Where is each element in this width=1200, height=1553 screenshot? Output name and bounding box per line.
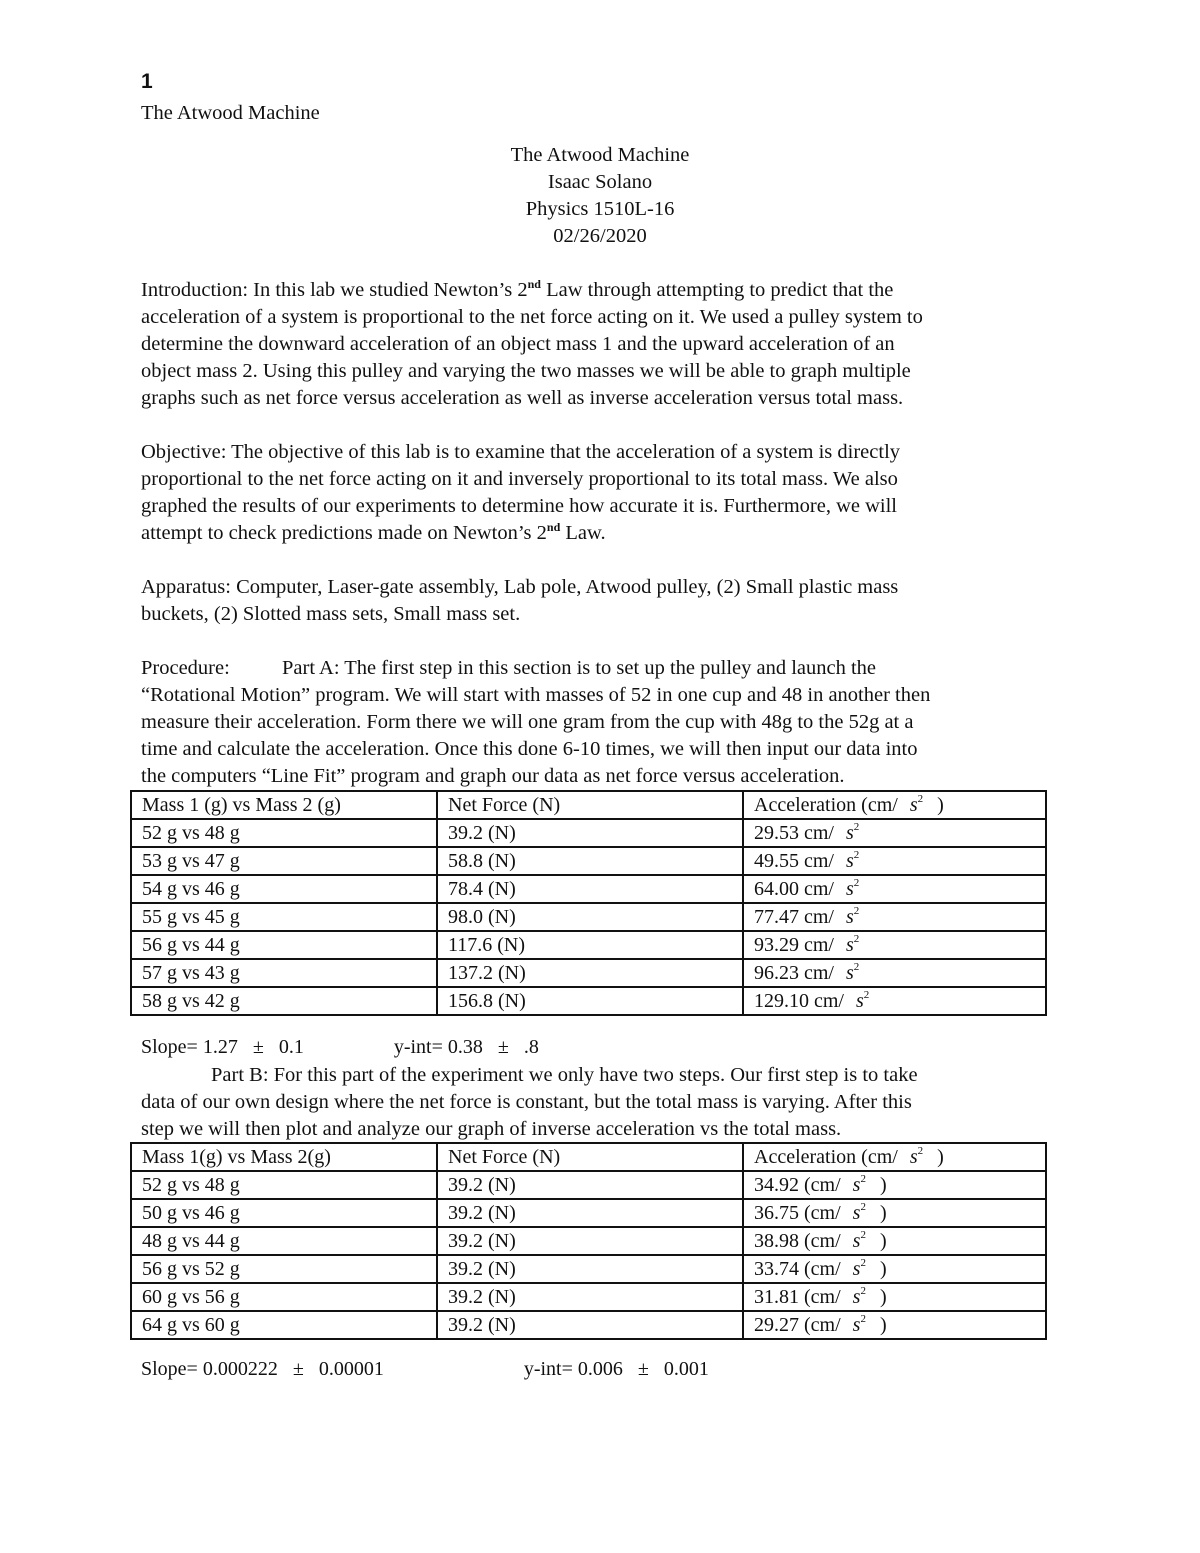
table-cell: 48 g vs 44 g bbox=[131, 1227, 437, 1255]
table-row bbox=[131, 987, 1046, 1015]
column-header: Net Force (N) bbox=[437, 1143, 743, 1171]
table-cell: 50 g vs 46 g bbox=[131, 1199, 437, 1227]
table-cell: 98.0 (N) bbox=[437, 903, 743, 931]
objective-paragraph: Objective: The objective of this lab is to examine that the acceleration of a system is directly proportional to the net force acting on it and inversely proportional to its total mass. We also graphed the results of our experiments to determine how accurate it is. Furthermore, we will attempt to check predictions made on Newton’s 2nd Law. bbox=[141, 441, 901, 544]
part-b-data-table bbox=[130, 1142, 1047, 1340]
table-cell: 57 g vs 43 g bbox=[131, 959, 437, 987]
table-row bbox=[131, 931, 1046, 959]
table-header-row bbox=[131, 791, 1046, 819]
introduction-paragraph: Introduction: In this lab we studied Newton’s 2nd Law through attempting to predict that the acceleration of a system is proportional to the net force acting on it. We used a pulley system to determine the downward acceleration of an object mass 1 and the upward acceleration of an object mass 2. Using this pulley and varying the two masses we will be able to graph multiple graphs such as net force versus acceleration as well as inverse acceleration versus total mass. bbox=[141, 277, 923, 409]
table-cell: 38.98 (cm/ $s^2$ ) bbox=[743, 1227, 1046, 1255]
table-cell: 53 g vs 47 g bbox=[131, 847, 437, 875]
running-header: The Atwood Machine bbox=[141, 102, 320, 124]
column-header: Mass 1(g) vs Mass 2(g) bbox=[131, 1143, 437, 1171]
table-cell: 64.00 cm/ $s^2$ bbox=[743, 875, 1046, 903]
table-row bbox=[131, 819, 1046, 847]
table-cell: 39.2 (N) bbox=[437, 1171, 743, 1199]
table-cell: 58 g vs 42 g bbox=[131, 987, 437, 1015]
unit-s-squared: $s^2$ bbox=[852, 1313, 866, 1336]
apparatus-paragraph: Apparatus: Computer, Laser-gate assembly, Lab pole, Atwood pulley, (2) Small plastic mass buckets, (2) Slotted mass sets, Small mass set. bbox=[141, 576, 899, 625]
table-cell: 29.53 cm/ $s^2$ bbox=[743, 819, 1046, 847]
unit-s-squared: $s^2$ bbox=[852, 1201, 866, 1224]
part-b-fit-results: Slope= 0.000222 ± 0.00001 y-int= 0.006 ± 0.001 bbox=[141, 1358, 709, 1380]
table-cell: 156.8 (N) bbox=[437, 987, 743, 1015]
column-header: Net Force (N) bbox=[437, 791, 743, 819]
unit-s-squared: $s^2$ bbox=[852, 1285, 866, 1308]
table-row bbox=[131, 903, 1046, 931]
table-cell: 55 g vs 45 g bbox=[131, 903, 437, 931]
table-row bbox=[131, 875, 1046, 903]
date: 02/26/2020 bbox=[553, 225, 647, 247]
table-row bbox=[131, 1283, 1046, 1311]
table-cell: 33.74 (cm/ $s^2$ ) bbox=[743, 1255, 1046, 1283]
author: Isaac Solano bbox=[547, 171, 653, 193]
table-cell: 39.2 (N) bbox=[437, 1199, 743, 1227]
table-cell: 56 g vs 44 g bbox=[131, 931, 437, 959]
column-header: Acceleration (cm/ $s^2$ ) bbox=[743, 791, 1046, 819]
table-cell: 60 g vs 56 g bbox=[131, 1283, 437, 1311]
table-cell: 117.6 (N) bbox=[437, 931, 743, 959]
table-row bbox=[131, 1227, 1046, 1255]
table-cell: 36.75 (cm/ $s^2$ ) bbox=[743, 1199, 1046, 1227]
table-cell: 39.2 (N) bbox=[437, 1283, 743, 1311]
table-cell: 129.10 cm/ $s^2$ bbox=[743, 987, 1046, 1015]
table-cell: 77.47 cm/ $s^2$ bbox=[743, 903, 1046, 931]
table-cell: 49.55 cm/ $s^2$ bbox=[743, 847, 1046, 875]
table-cell: 34.92 (cm/ $s^2$ ) bbox=[743, 1171, 1046, 1199]
table-cell: 96.23 cm/ $s^2$ bbox=[743, 959, 1046, 987]
table-cell: 54 g vs 46 g bbox=[131, 875, 437, 903]
unit-s-squared: $s^2$ bbox=[846, 877, 860, 900]
unit-s-squared: $s^2$ bbox=[846, 849, 860, 872]
table-row bbox=[131, 1255, 1046, 1283]
page-number: 1 bbox=[141, 70, 153, 93]
table-cell: 39.2 (N) bbox=[437, 1255, 743, 1283]
table-cell: 52 g vs 48 g bbox=[131, 1171, 437, 1199]
unit-s-squared: $s^2$ bbox=[846, 821, 860, 844]
table-cell: 137.2 (N) bbox=[437, 959, 743, 987]
table-cell: 56 g vs 52 g bbox=[131, 1255, 437, 1283]
table-cell: 39.2 (N) bbox=[437, 819, 743, 847]
procedure-paragraph: Procedure: Part A: The first step in this section is to set up the pulley and launch the “Rotational Motion” program. We will start with masses of 52 in one cup and 48 in another then measure their acceleration. Form there we will one gram from the cup with 48g to the 52g at a time and calculate the acceleration. Once this done 6-10 times, we will then input our data into the computers “Line Fit” program and graph our data as net force versus acceleration. bbox=[141, 657, 931, 787]
column-header: Mass 1 (g) vs Mass 2 (g) bbox=[131, 791, 437, 819]
unit-s-squared: $s^2$ bbox=[846, 933, 860, 956]
title: The Atwood Machine bbox=[510, 144, 690, 166]
table-cell: 31.81 (cm/ $s^2$ ) bbox=[743, 1283, 1046, 1311]
part-a-data-table bbox=[130, 790, 1047, 1016]
table-cell: 93.29 cm/ $s^2$ bbox=[743, 931, 1046, 959]
table-row bbox=[131, 1311, 1046, 1339]
unit-s-squared: $s^2$ bbox=[852, 1257, 866, 1280]
part-a-fit-results: Slope= 1.27 ± 0.1 y-int= 0.38 ± .8 bbox=[141, 1036, 539, 1058]
unit-s-squared: $s^2$ bbox=[852, 1173, 866, 1196]
table-cell: 64 g vs 60 g bbox=[131, 1311, 437, 1339]
unit-s-squared: $s^2$ bbox=[909, 1145, 924, 1168]
table-cell: 39.2 (N) bbox=[437, 1311, 743, 1339]
unit-s-squared: $s^2$ bbox=[852, 1229, 866, 1252]
table-row bbox=[131, 1171, 1046, 1199]
unit-s-squared: $s^2$ bbox=[909, 793, 924, 816]
table-cell: 52 g vs 48 g bbox=[131, 819, 437, 847]
table-row bbox=[131, 1199, 1046, 1227]
unit-s-squared: $s^2$ bbox=[846, 961, 860, 984]
course: Physics 1510L-16 bbox=[525, 198, 675, 220]
table-cell: 58.8 (N) bbox=[437, 847, 743, 875]
title-block bbox=[0, 142, 1200, 250]
table-cell: 29.27 (cm/ $s^2$ ) bbox=[743, 1311, 1046, 1339]
table-cell: 78.4 (N) bbox=[437, 875, 743, 903]
table-row bbox=[131, 847, 1046, 875]
table-header-row bbox=[131, 1143, 1046, 1171]
column-header: Acceleration (cm/ $s^2$ ) bbox=[743, 1143, 1046, 1171]
table-cell: 39.2 (N) bbox=[437, 1227, 743, 1255]
unit-s-squared: $s^2$ bbox=[846, 905, 860, 928]
unit-s-squared: $s^2$ bbox=[856, 989, 870, 1012]
part-b-paragraph: Part B: For this part of the experiment we only have two steps. Our first step is to take data of our own design where the net force is constant, but the total mass is varying. After this step we will then plot and analyze our graph of inverse acceleration vs the total mass. bbox=[141, 1064, 918, 1140]
table-row bbox=[131, 959, 1046, 987]
